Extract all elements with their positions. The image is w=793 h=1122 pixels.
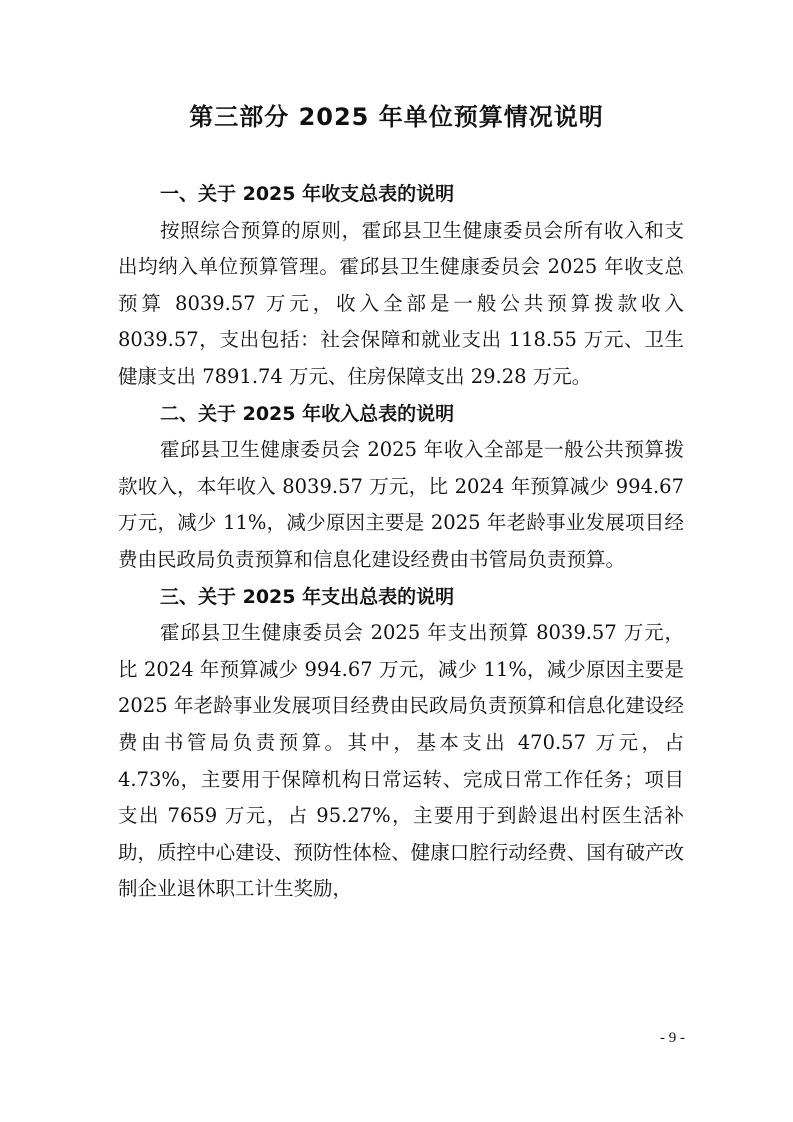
- section-income-summary: [118, 396, 684, 579]
- section-paragraph: 霍邱县卫生健康委员会 2025 年收入全部是一般公共预算拨款收入，本年收入 8039.57 万元，比 2024 年预算减少 994.67 万元，减少 11%，减少原因主要是 2025 年老龄事业发展项目经费由民政局负责预算和信息化建设经费由书管局负责预算。: [118, 438, 684, 571]
- section-income-expenditure-summary: [118, 176, 684, 396]
- document-body: [118, 176, 684, 908]
- page-title: 第三部分 2025 年单位预算情况说明: [189, 103, 604, 131]
- page-number: - 9 -: [660, 1030, 685, 1046]
- section-heading: 一、关于 2025 年收支总表的说明: [160, 183, 455, 205]
- section-paragraph: 按照综合预算的原则，霍邱县卫生健康委员会所有收入和支出均纳入单位预算管理。霍邱县卫生健康委员会 2025 年收支总预算 8039.57 万元，收入全部是一般公共预算拨款收入 8039.57，支出包括：社会保障和就业支出 118.55 万元、卫生健康支出 7891.74 万元、住房保障支出 29.28 万元。: [118, 218, 684, 388]
- section-paragraph: 霍邱县卫生健康委员会 2025 年支出预算 8039.57 万元，比 2024 年预算减少 994.67 万元，减少 11%，减少原因主要是 2025 年老龄事业发展项目经费由民政局负责预算和信息化建设经费由书管局负责预算。其中，基本支出 470.57 万元，占 4.73%，主要用于保障机构日常运转、完成日常工作任务；项目支出 7659 万元，占 95.27%，主要用于到龄退出村医生活补助，质控中心建设、预防性体检、健康口腔行动经费、国有破产改制企业退休职工计生奖励，: [118, 621, 684, 901]
- section-heading: 三、关于 2025 年支出总表的说明: [160, 585, 455, 608]
- section-heading: 二、关于 2025 年收入总表的说明: [160, 402, 455, 425]
- section-expenditure-summary: [118, 579, 684, 908]
